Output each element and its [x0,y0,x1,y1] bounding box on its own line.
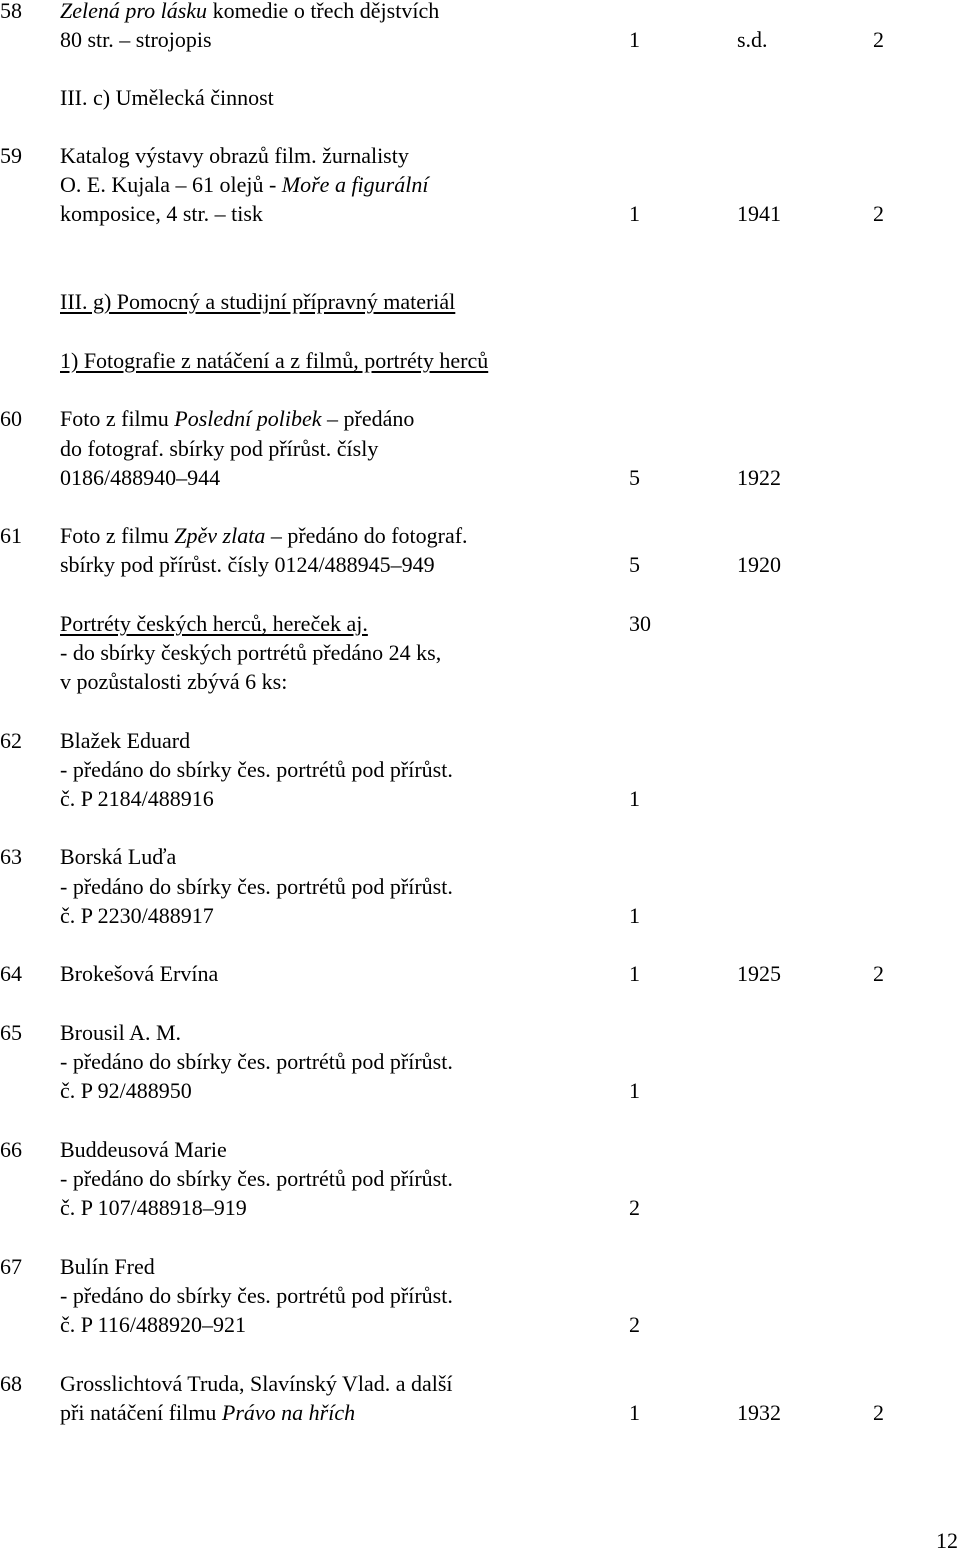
entry-description: č. P 107/488918–919 [60,1195,247,1220]
quantity: 1 [629,27,640,52]
entry-description: 0186/488940–944 [60,465,221,490]
page-number: 12 [936,1528,958,1553]
quantity: 1 [629,1400,640,1425]
entry-number: 58 [0,0,22,23]
entry-title-line: Grosslichtová Truda, Slavínský Vlad. a další [60,1371,453,1396]
entry-description: při natáčení filmu Právo na hřích [60,1400,356,1425]
entry-number: 64 [0,961,22,986]
entry-title-line: Foto z filmu Zpěv zlata – předáno do fotograf. [60,523,468,548]
year: 1932 [737,1400,781,1425]
entry-number: 67 [0,1254,22,1279]
entry-number: 61 [0,523,22,548]
entry-description: sbírky pod přírůst. čísly 0124/488945–949 [60,552,435,577]
entry-description: - předáno do sbírky čes. portrétů pod přírůst. [60,874,453,899]
quantity: 2 [629,1195,640,1220]
year: 1920 [737,552,781,577]
entry-description: č. P 2230/488917 [60,903,214,928]
quantity: 1 [629,786,640,811]
entry-title-line: Foto z filmu Poslední polibek – předáno [60,406,415,431]
year: 1922 [737,465,781,490]
work-title: Právo na hřích [221,1400,356,1425]
entry-description: č. P 92/488950 [60,1078,192,1103]
quantity: 2 [629,1312,640,1337]
entry-number: 60 [0,406,22,431]
entry-description: v pozůstalosti zbývá 6 ks: [60,669,288,694]
person-name: Buddeusová Marie [60,1137,227,1162]
entry-description: - předáno do sbírky čes. portrétů pod přírůst. [60,1049,453,1074]
year: 1925 [737,961,781,986]
entry-description: O. E. Kujala – 61 olejů - Moře a figurální [60,172,429,197]
entry-description: č. P 116/488920–921 [60,1312,246,1337]
entry-description: - do sbírky českých portrétů předáno 24 ks, [60,640,442,665]
entry-number: 62 [0,728,22,753]
entry-description: - předáno do sbírky čes. portrétů pod přírůst. [60,1166,453,1191]
person-name: Blažek Eduard [60,728,191,753]
entry-number: 63 [0,844,22,869]
person-name: Brokešová Ervína [60,961,219,986]
entry-title-line: Zelená pro lásku komedie o třech dějstvích [60,0,440,23]
entry-number: 59 [0,143,22,168]
entry-description: - předáno do sbírky čes. portrétů pod přírůst. [60,757,453,782]
entry-title-line: Katalog výstavy obrazů film. žurnalisty [60,143,409,168]
quantity: 5 [629,552,640,577]
quantity: 1 [629,1078,640,1103]
entry-number: 66 [0,1137,22,1162]
work-title: Moře a figurální [281,172,429,197]
work-title: Poslední polibek [174,406,322,431]
box-number: 2 [873,961,884,986]
year: 1941 [737,201,781,226]
entry-description: do fotograf. sbírky pod přírůst. čísly [60,436,379,461]
box-number: 2 [873,27,884,52]
entry-number: 65 [0,1020,22,1045]
entry-number: 68 [0,1371,22,1396]
entry-description: č. P 2184/488916 [60,786,214,811]
person-name: Bulín Fred [60,1254,155,1279]
quantity: 5 [629,465,640,490]
entry-description: komposice, 4 str. – tisk [60,201,263,226]
quantity: 1 [629,201,640,226]
quantity: 1 [629,961,640,986]
group-heading: Portréty českých herců, hereček aj. [60,611,368,636]
section-heading: III. c) Umělecká činnost [60,85,274,110]
year: s.d. [737,27,768,52]
subsection-heading: 1) Fotografie z natáčení a z filmů, portréty herců [60,348,489,373]
entry-description: - předáno do sbírky čes. portrétů pod přírůst. [60,1283,453,1308]
quantity: 30 [629,611,651,636]
work-title: Zelená pro lásku [60,0,208,23]
person-name: Borská Luďa [60,844,177,869]
section-heading: III. g) Pomocný a studijní přípravný materiál [60,289,456,314]
box-number: 2 [873,1400,884,1425]
work-title: Zpěv zlata [174,523,266,548]
box-number: 2 [873,201,884,226]
quantity: 1 [629,903,640,928]
person-name: Brousil A. M. [60,1020,182,1045]
entry-description: 80 str. – strojopis [60,27,212,52]
